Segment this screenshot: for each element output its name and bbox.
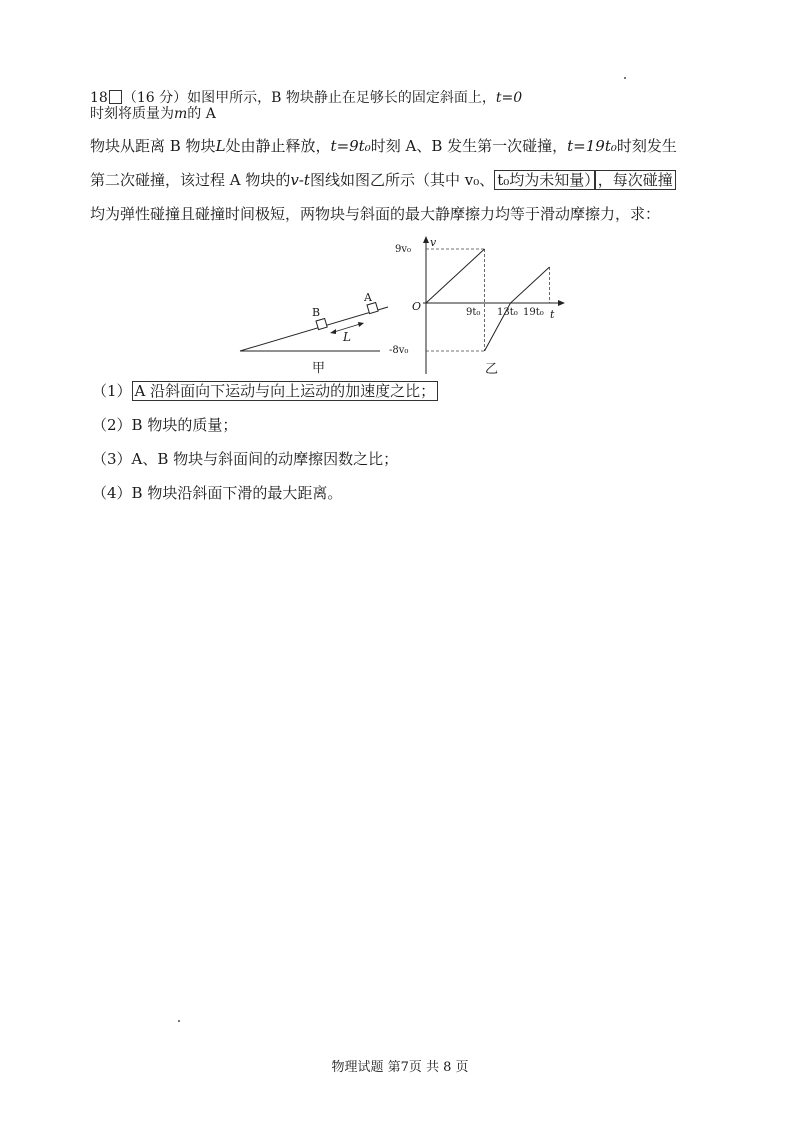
tick-label-9t0: 9t₀ bbox=[466, 307, 481, 318]
distance-symbol: L bbox=[215, 137, 226, 155]
question-3-number: （3） bbox=[92, 450, 132, 468]
intro-text-b: 时刻将质量为 bbox=[90, 106, 174, 122]
question-2-number: （2） bbox=[92, 416, 132, 434]
series-line-1 bbox=[426, 249, 485, 303]
body-text-d: 时刻发生 bbox=[616, 137, 677, 155]
boxed-note: t₀均为未知量） bbox=[494, 170, 595, 190]
question-3-text: A、B 物块与斜面间的动摩擦因数之比； bbox=[131, 450, 399, 468]
question-3 bbox=[92, 449, 398, 469]
intro-text-a: 如图甲所示，B 物块静止在足够长的固定斜面上， bbox=[187, 90, 496, 106]
label-block-b: B bbox=[312, 306, 321, 319]
tick-label-9v0: 9v₀ bbox=[395, 244, 412, 255]
scan-speck bbox=[624, 77, 626, 79]
label-distance: L bbox=[343, 330, 351, 344]
axis-v-label: v bbox=[430, 236, 437, 249]
question-4-number: （4） bbox=[92, 484, 132, 502]
caption-jia: 甲 bbox=[312, 361, 326, 375]
problem-points: （16 分） bbox=[122, 90, 188, 106]
problem-number: 18 bbox=[90, 90, 108, 106]
problem-body-line2 bbox=[90, 170, 676, 190]
axis-x-arrow-icon bbox=[558, 300, 565, 306]
boxed-note-2: ，每次碰撞 bbox=[595, 170, 676, 190]
time-second-collision: t=19t₀ bbox=[567, 137, 617, 155]
checkbox-square bbox=[109, 90, 122, 104]
page-footer: 物理试题 第7页 共 8 页 bbox=[331, 1060, 469, 1075]
vt-symbol: v-t bbox=[290, 171, 310, 189]
tick-label-neg8v0: -8v₀ bbox=[389, 345, 409, 356]
body-text-e: 第二次碰撞，该过程 A 物块的 bbox=[90, 171, 291, 189]
tick-label-19t0: 19t₀ bbox=[523, 307, 544, 318]
distance-arrowhead-left bbox=[330, 329, 336, 334]
body-text-g: 均为弹性碰撞且碰撞时间极短，两物块与斜面的最大静摩擦力均等于滑动摩擦力，求： bbox=[90, 205, 661, 223]
label-block-a: A bbox=[364, 291, 372, 304]
scan-speck bbox=[178, 1020, 180, 1022]
body-text-b: 处由静止释放， bbox=[225, 137, 331, 155]
body-text-c: 时刻 A、B 发生第一次碰撞， bbox=[370, 137, 568, 155]
problem-header-line2 bbox=[90, 104, 216, 124]
axis-y-arrow-icon bbox=[423, 236, 429, 243]
distance-arrowhead-right bbox=[358, 322, 364, 327]
question-2 bbox=[92, 415, 237, 435]
figure-vt-graph bbox=[365, 232, 575, 380]
body-text-f: 图线如图乙所示（其中 v₀、 bbox=[309, 171, 495, 189]
tick-label-13t0: 13t₀ bbox=[497, 307, 518, 318]
question-4-text: B 物块沿斜面下滑的最大距离。 bbox=[131, 484, 343, 502]
series-lines bbox=[426, 249, 550, 351]
problem-body-line1 bbox=[90, 136, 677, 156]
question-2-text: B 物块的质量； bbox=[131, 416, 238, 434]
question-1 bbox=[92, 381, 438, 401]
axis-t-label: t bbox=[550, 308, 555, 321]
block-b bbox=[316, 318, 327, 329]
caption-yi: 乙 bbox=[485, 362, 499, 377]
intro-text-c: 的 A bbox=[187, 106, 216, 122]
problem-body-line3 bbox=[90, 204, 660, 224]
question-4 bbox=[92, 483, 342, 503]
question-1-text: A 沿斜面向下运动与向上运动的加速度之比； bbox=[132, 381, 439, 401]
origin-label: O bbox=[412, 300, 422, 313]
time-first-collision: t=9t₀ bbox=[330, 137, 371, 155]
guide-lines bbox=[426, 249, 550, 351]
body-text-a: 物块从距离 B 物块 bbox=[90, 137, 216, 155]
mass-symbol: m bbox=[174, 106, 188, 122]
intro-time-zero: t=0 bbox=[495, 90, 523, 106]
question-1-number: （1） bbox=[92, 382, 132, 400]
